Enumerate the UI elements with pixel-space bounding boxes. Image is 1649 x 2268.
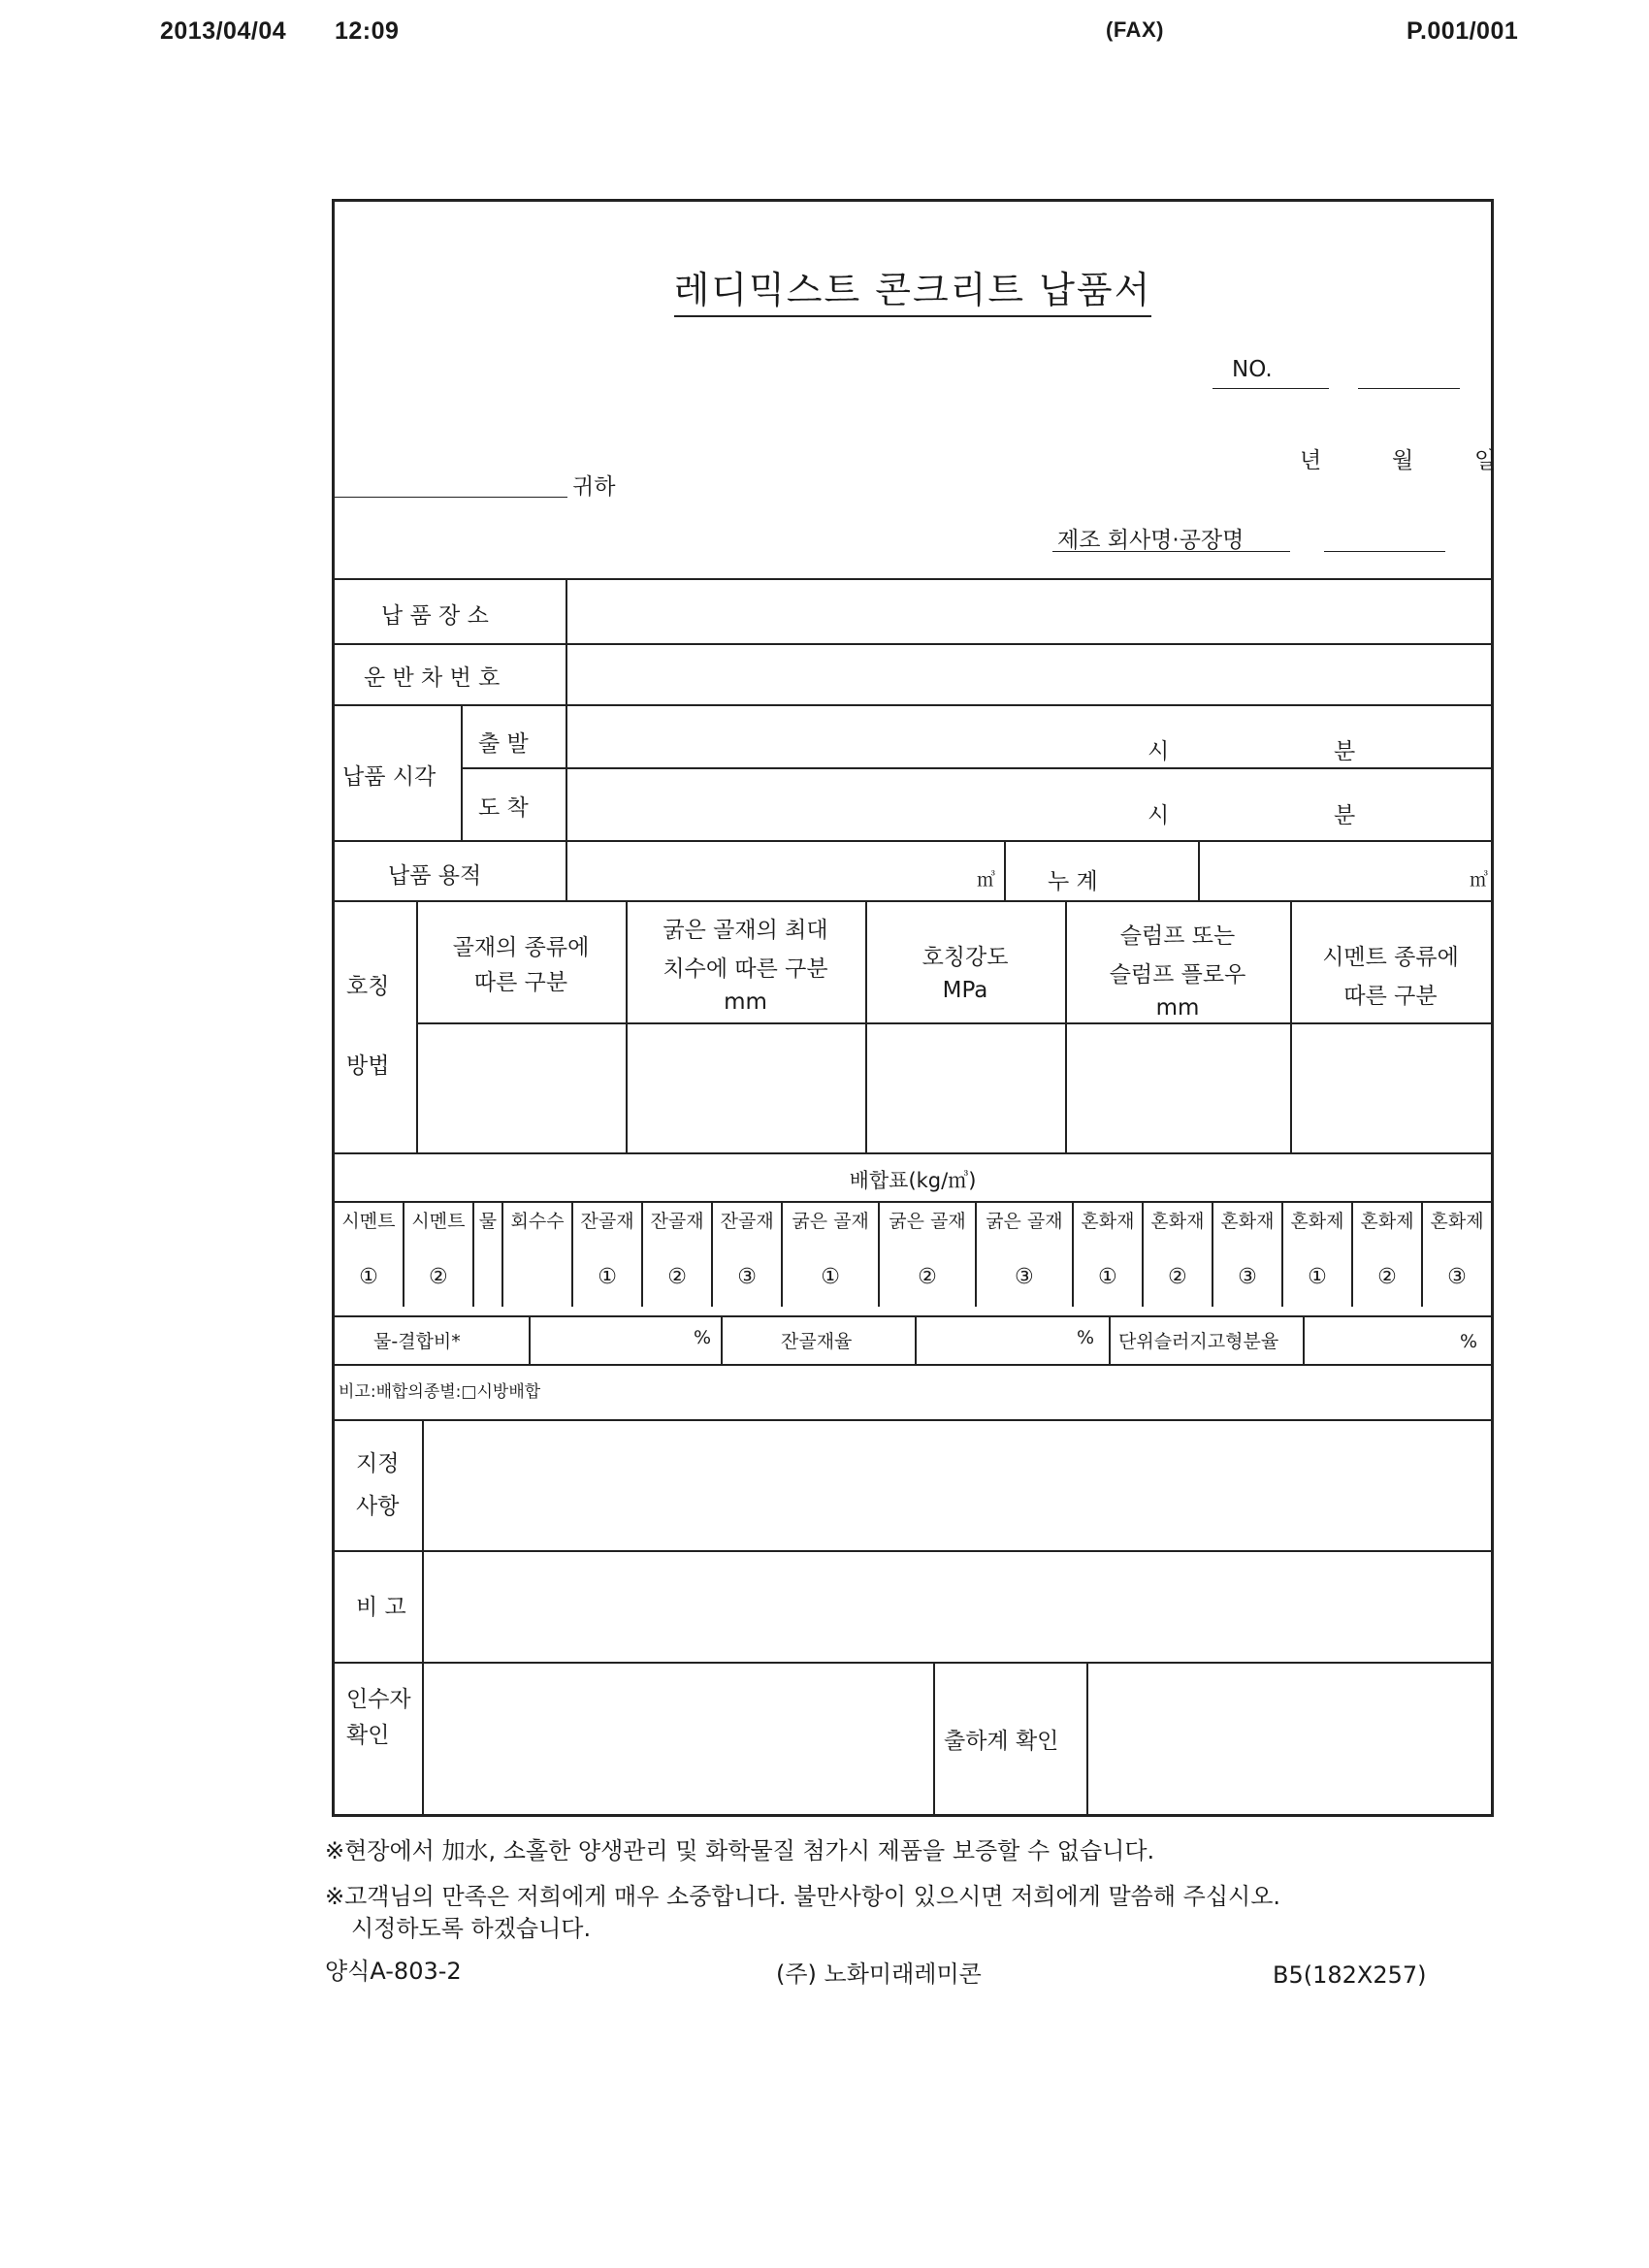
col4-line1: 슬럼프 또는	[1119, 923, 1236, 949]
receiver-confirm-2: 확인	[346, 1723, 390, 1748]
col3-line1: 호칭강도	[922, 945, 1009, 970]
designation-label-top: 호칭	[346, 974, 390, 999]
manufacturer-underline	[1052, 551, 1290, 552]
mix-column-name: 혼화재	[1081, 1211, 1135, 1232]
col4-line2: 슬럼프 플로우	[1109, 962, 1246, 988]
mix-column-number: ③	[1238, 1265, 1257, 1289]
mix-column-name: 물	[478, 1211, 498, 1232]
mix-column-3	[473, 1201, 502, 1307]
mix-column-number: ③	[1015, 1265, 1034, 1289]
shipment-confirm-label: 출하계 확인	[944, 1729, 1059, 1754]
mix-column-name: 굵은 골재	[889, 1211, 966, 1232]
no-underline-1	[1212, 388, 1329, 389]
month-label: 월	[1392, 448, 1414, 473]
mix-column-15	[1352, 1201, 1422, 1307]
fine-aggregate-ratio-label: 잔골재율	[781, 1331, 853, 1352]
col5-line1: 시멘트 종류에	[1322, 945, 1459, 970]
wb-percent: %	[694, 1327, 712, 1348]
departure-label: 출 발	[478, 731, 529, 757]
delivery-time-label: 납품 시각	[342, 764, 436, 790]
mix-column-name: 굵은 골재	[792, 1211, 869, 1232]
footer-note-3: 시정하도록 하겠습니다.	[351, 1915, 592, 1942]
mix-column-16	[1422, 1201, 1491, 1307]
mix-column-9	[879, 1201, 976, 1307]
mix-column-name: 굵은 골재	[986, 1211, 1063, 1232]
no-underline-2	[1358, 388, 1460, 389]
specified-items-2: 사항	[356, 1494, 400, 1519]
fax-time: 12:09	[335, 17, 400, 45]
mix-table-title: 배합표(kg/㎥)	[849, 1169, 977, 1192]
designation-label-bottom: 방법	[346, 1053, 390, 1079]
mix-column-number: ②	[667, 1265, 687, 1289]
receiver-confirm-1: 인수자	[346, 1687, 411, 1712]
mix-column-number: ①	[1308, 1265, 1327, 1289]
year-label: 년	[1300, 448, 1322, 473]
mix-column-number: ①	[1098, 1265, 1117, 1289]
mix-note: 비고:배합의종별:□시방배합	[339, 1382, 541, 1402]
mix-column-14	[1282, 1201, 1352, 1307]
mix-column-11	[1073, 1201, 1143, 1307]
mix-column-name: 잔골재	[580, 1211, 634, 1232]
form-code: 양식A-803-2	[325, 1958, 462, 1985]
mix-column-name: 잔골재	[650, 1211, 704, 1232]
delivery-form	[332, 199, 1497, 1817]
mix-column-name: 혼화재	[1150, 1211, 1205, 1232]
mix-table	[335, 1201, 1491, 1307]
mix-column-number: ①	[821, 1265, 840, 1289]
vehicle-number-label: 운 반 차 번 호	[364, 665, 501, 691]
mix-column-13	[1212, 1201, 1282, 1307]
footer-note-2: ※고객님의 만족은 저희에게 매우 소중합니다. 불만사항이 있으시면 저희에게 말씀해 주십시오.	[325, 1883, 1281, 1910]
company-name: (주) 노화미래레미콘	[776, 1960, 982, 1988]
us-percent: %	[1460, 1331, 1478, 1352]
mix-column-number: ③	[737, 1265, 757, 1289]
recipient-suffix: 귀하	[572, 474, 616, 500]
mix-column-12	[1143, 1201, 1212, 1307]
unit-slurry-label: 단위슬러지고형분율	[1118, 1331, 1279, 1352]
mix-column-name: 혼화제	[1290, 1211, 1344, 1232]
remarks-label: 비 고	[356, 1595, 406, 1620]
fa-percent: %	[1077, 1327, 1095, 1348]
mix-column-number: ①	[598, 1265, 617, 1289]
departure-hour: 시	[1148, 739, 1170, 764]
mix-column-name: 잔골재	[720, 1211, 774, 1232]
mix-column-7	[712, 1201, 782, 1307]
arrival-minute: 분	[1334, 803, 1356, 828]
mix-column-number: ③	[1447, 1265, 1467, 1289]
recipient-line	[335, 497, 567, 498]
mix-column-name: 시멘트	[341, 1211, 396, 1232]
mix-column-number: ②	[429, 1265, 448, 1289]
mix-column-10	[976, 1201, 1073, 1307]
mix-column-2	[404, 1201, 473, 1307]
mix-column-6	[642, 1201, 712, 1307]
manufacturer-line	[1324, 551, 1445, 552]
mix-column-8	[782, 1201, 879, 1307]
no-label: NO.	[1232, 357, 1273, 382]
mix-column-number: ②	[1377, 1265, 1397, 1289]
mix-column-5	[572, 1201, 642, 1307]
col1-line1: 골재의 종류에	[452, 935, 590, 960]
fax-page: P.001/001	[1406, 17, 1519, 45]
mix-column-name: 시멘트	[411, 1211, 466, 1232]
cumulative-label: 누 계	[1048, 869, 1098, 894]
water-binder-ratio-label: 물-결합비*	[373, 1331, 461, 1352]
col2-unit: mm	[724, 989, 767, 1015]
specified-items-1: 지정	[356, 1451, 400, 1476]
cumulative-unit: ㎥	[1470, 869, 1489, 891]
mix-column-name: 회수수	[510, 1211, 565, 1232]
mix-column-1	[335, 1201, 404, 1307]
arrival-label: 도 착	[478, 795, 529, 821]
arrival-hour: 시	[1148, 803, 1170, 828]
manufacturer-label: 제조 회사명·공장명	[1057, 528, 1245, 553]
delivery-place-label: 납 품 장 소	[381, 603, 489, 629]
mix-column-number: ①	[359, 1265, 378, 1289]
footer-note-1: ※현장에서 加水, 소홀한 양생관리 및 화학물질 첨가시 제품을 보증할 수 없습니다.	[325, 1837, 1155, 1864]
mix-column-number: ②	[918, 1265, 937, 1289]
col3-unit: MPa	[942, 978, 988, 1003]
fax-date: 2013/04/04	[160, 17, 287, 45]
fax-mode: (FAX)	[1106, 17, 1164, 42]
col2-line1: 굵은 골재의 최대	[663, 918, 828, 943]
mix-column-name: 혼화제	[1360, 1211, 1414, 1232]
col5-line2: 따른 구분	[1343, 984, 1438, 1009]
col4-unit: mm	[1155, 995, 1200, 1021]
day-label: 일	[1474, 448, 1497, 473]
mix-column-name: 혼화제	[1430, 1211, 1484, 1232]
delivery-volume-label: 납품 용적	[388, 863, 482, 889]
form-title: 레디믹스트 콘크리트 납품서	[335, 260, 1491, 313]
col1-line2: 따른 구분	[473, 970, 568, 995]
mix-column-4	[502, 1201, 572, 1307]
mix-column-number: ②	[1168, 1265, 1187, 1289]
departure-minute: 분	[1334, 739, 1356, 764]
volume-unit: ㎥	[977, 869, 996, 891]
mix-column-name: 혼화재	[1220, 1211, 1275, 1232]
col2-line2: 치수에 따른 구분	[663, 956, 828, 982]
paper-size: B5(182X257)	[1273, 1961, 1427, 1989]
